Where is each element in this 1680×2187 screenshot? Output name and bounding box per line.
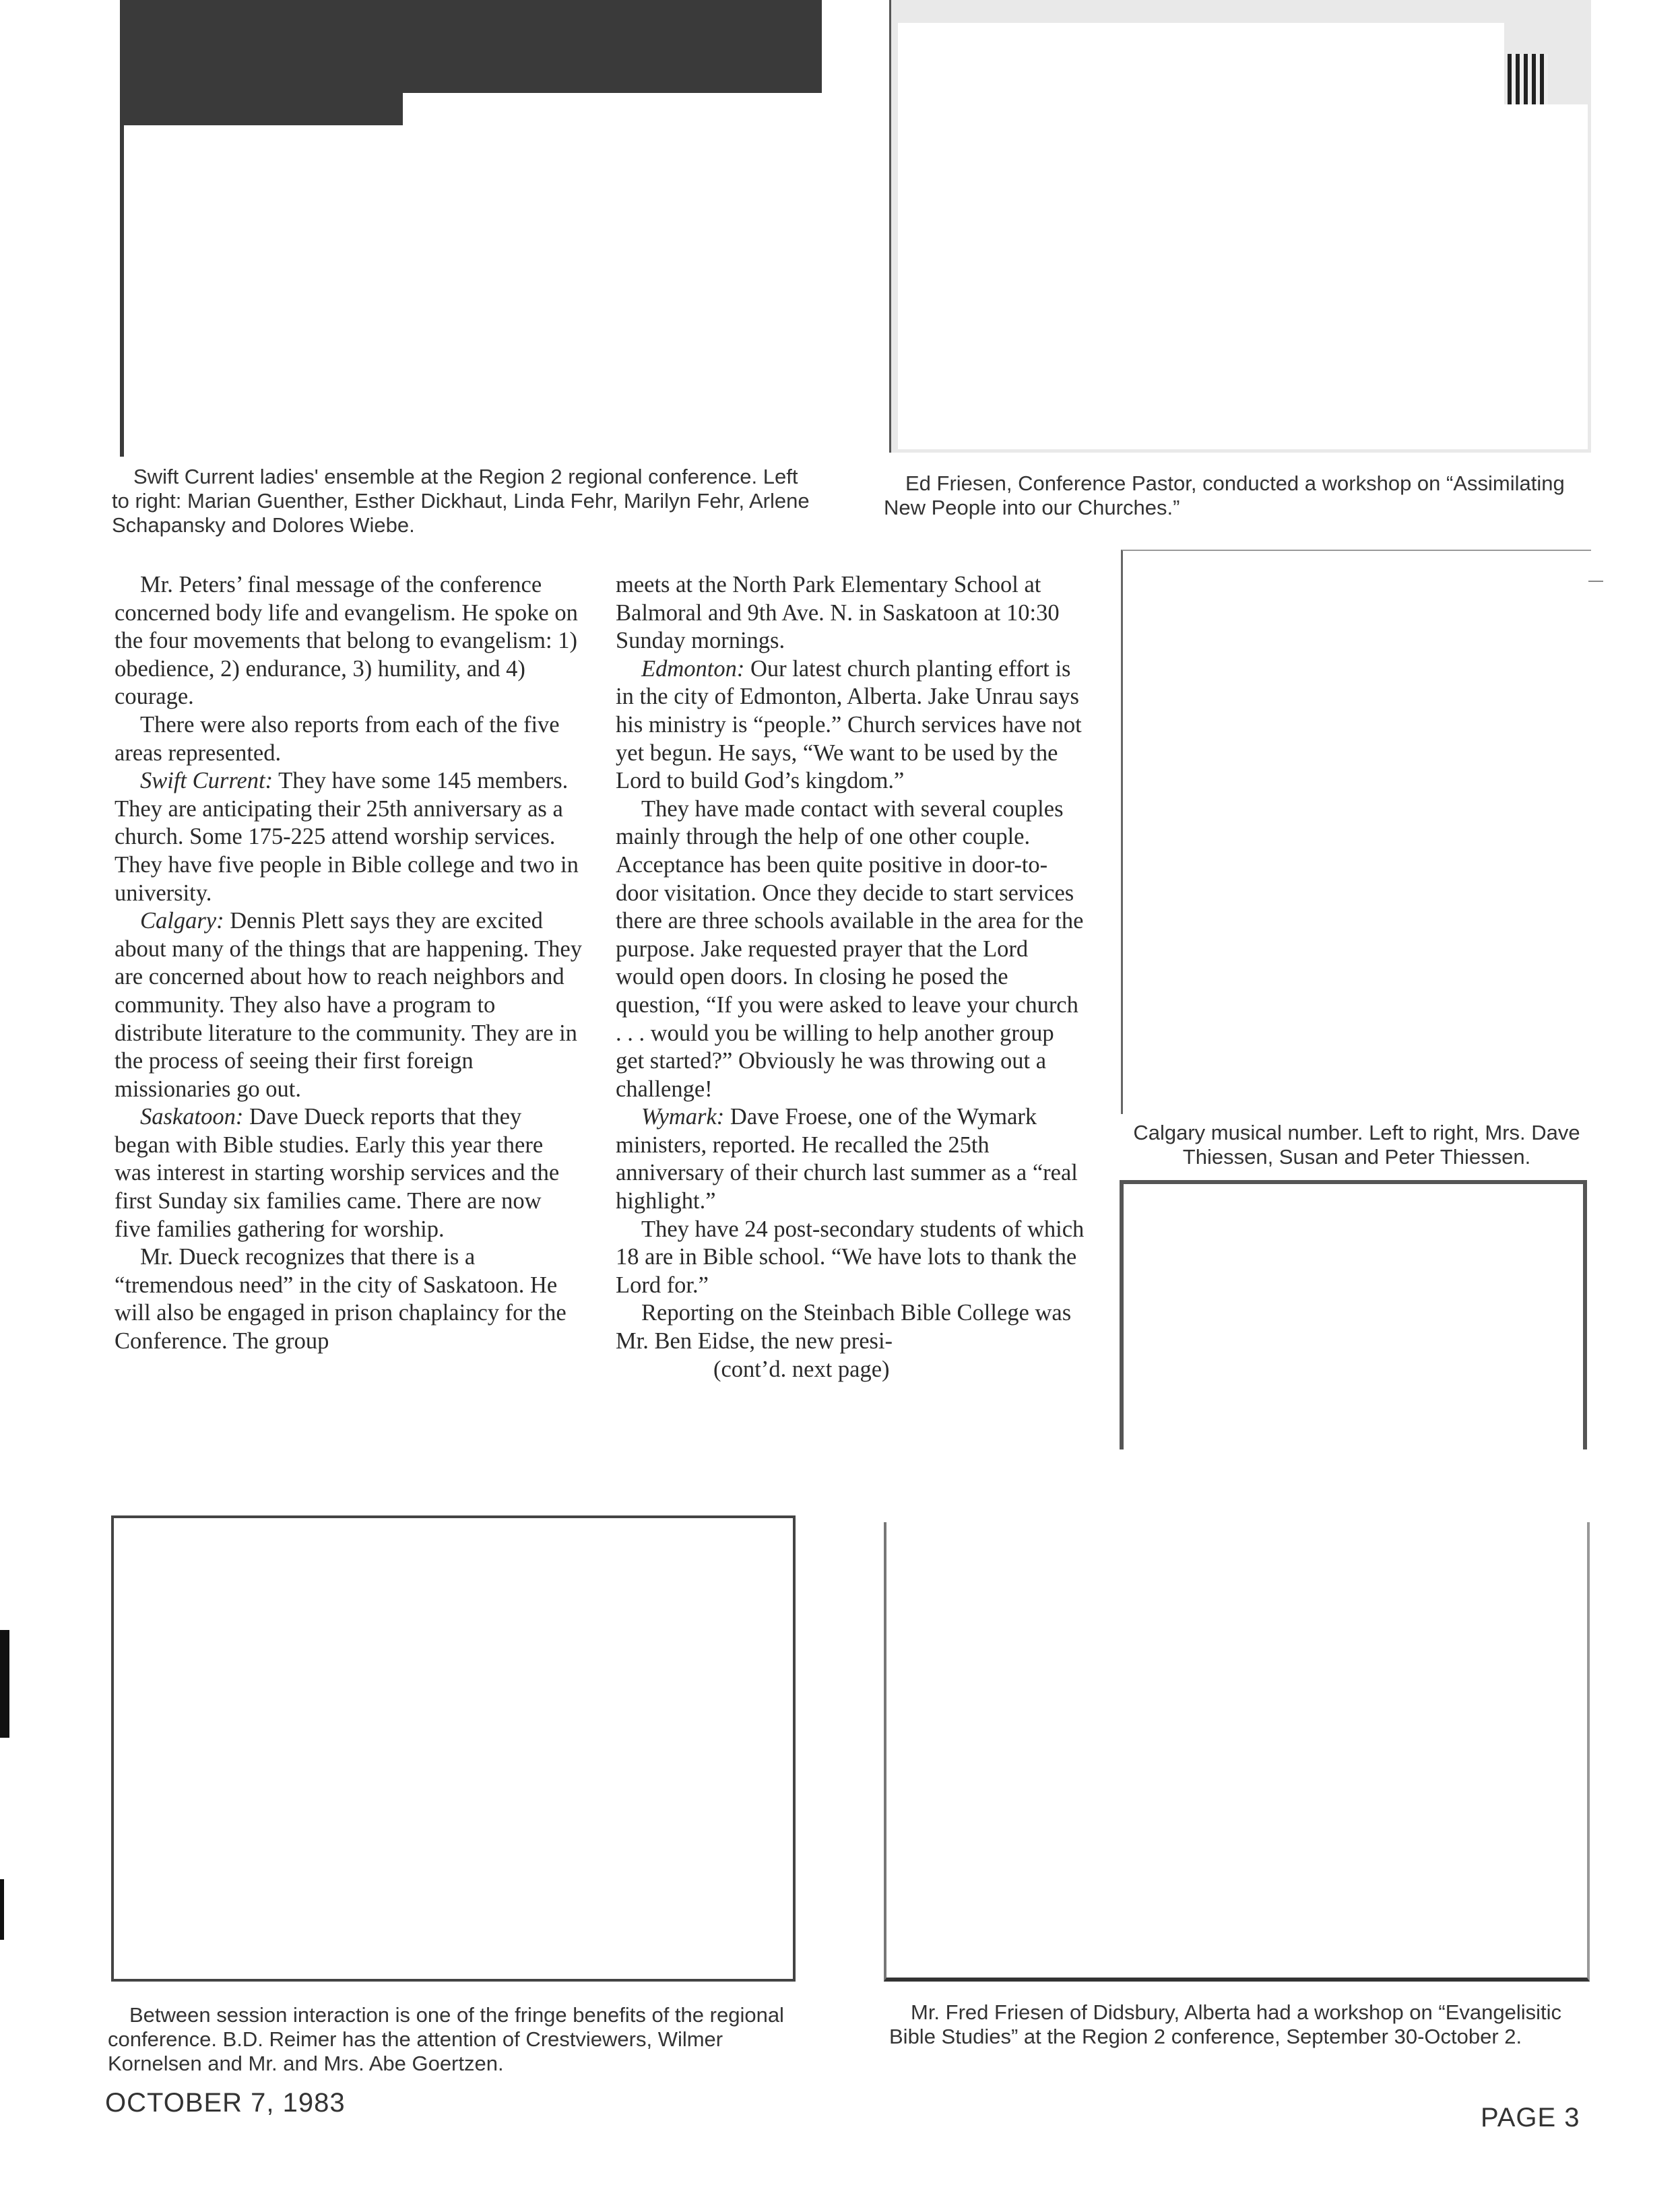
article-paragraph: They have made contact with several couples mainly through the help of one other couple. Acceptance has been quite positive in door-to-door visitation. Once they decide to start services there are three schools available in the area for the purpose. Jake requested prayer that the Lord would open doors. In closing he posed the question, “If you were asked to leave your church . . . would you be willing to help another group get started?” Obviously he was throwing out a challenge! bbox=[616, 795, 1084, 1102]
photo-detail bbox=[1508, 54, 1548, 104]
caption-fred-friesen bbox=[889, 2000, 1598, 2049]
photo-right-column bbox=[1120, 1180, 1587, 1449]
paragraph-text: Dave Dueck reports that they began with Bible studies. Early this year there was interest in starting worship services and the first Sunday six families came. There are now five families gathering for worship. bbox=[115, 1104, 560, 1242]
paragraph-text: Our latest church planting effort is in the city of Edmonton, Alberta. Jake Unrau says his ministry is “people.” Church services have not yet begun. He says, “We want to be used by the Lord to build God’s kingdom.” bbox=[616, 655, 1082, 794]
photo-between-session bbox=[111, 1515, 796, 1982]
photo-fred-friesen-workshop bbox=[884, 1522, 1590, 1982]
article-paragraph bbox=[115, 1103, 582, 1243]
photo-calgary-musical bbox=[1121, 550, 1591, 1114]
photo-swift-current-ensemble bbox=[120, 0, 822, 457]
caption-text: Mr. Fred Friesen of Didsbury, Alberta had a workshop on “Evangelisitic Bible Studies” at the Region 2 conference, September 30-October 2. bbox=[889, 2000, 1562, 2048]
scan-edge-mark bbox=[0, 1630, 9, 1738]
continued-notice: (cont’d. next page) bbox=[713, 1356, 890, 1382]
article-column-2 bbox=[616, 571, 1087, 1383]
caption-text: Calgary musical number. Left to right, Mrs. Dave Thiessen, Susan and Peter Thiessen. bbox=[1133, 1121, 1580, 1169]
area-label: Edmonton: bbox=[641, 655, 745, 682]
article-column-1 bbox=[115, 571, 582, 1356]
paragraph-text: Dennis Plett says they are excited about many of the things that are happening. They are concerned about how to reach neighbors and community. They also have a program to distribute literature to the community. They are in the process of seeing their first foreign missionaries go out. bbox=[115, 908, 582, 1102]
area-label: Swift Current: bbox=[140, 768, 273, 794]
article-paragraph bbox=[616, 655, 1087, 795]
article-paragraph: They have 24 post-secondary students of which 18 are in Bible school. “We have lots to thank the Lord for.” bbox=[616, 1216, 1085, 1298]
article-paragraph: Mr. Peters’ final message of the conference concerned body life and evangelism. He spoke on the four movements that belong to evangelism: 1) obedience, 2) endurance, 3) humility, and 4) courage. bbox=[115, 572, 578, 710]
article-paragraph: Reporting on the Steinbach Bible College was Mr. Ben Eidse, the new presi- bbox=[616, 1300, 1072, 1354]
article-paragraph bbox=[616, 1103, 1087, 1215]
crop-mark bbox=[1588, 581, 1603, 582]
photo-blank-area bbox=[124, 125, 474, 457]
page-number: PAGE 3 bbox=[1481, 2103, 1580, 2132]
article-paragraph: Mr. Dueck recognizes that there is a “tremendous need” in the city of Saskatoon. He will also be engaged in prison chaplaincy for the Conference. The group bbox=[115, 1244, 567, 1354]
caption-ed-friesen bbox=[884, 471, 1590, 520]
paragraph-text: Dave Froese, one of the Wymark ministers, reported. He recalled the 25th anniversary of their church last summer as a “real highlight.” bbox=[616, 1104, 1078, 1214]
photo-ed-friesen-workshop bbox=[889, 0, 1591, 453]
article-paragraph bbox=[115, 907, 582, 1103]
caption-text: Between session interaction is one of the fringe benefits of the regional conference. B.D. Reimer has the attention of Crestviewers, Wilmer Kornelsen and Mr. and Mrs. Abe Goertzen. bbox=[108, 2003, 784, 2075]
photo-blank-area bbox=[898, 104, 1588, 449]
area-label: Calgary: bbox=[140, 908, 224, 934]
paragraph-text: They have some 145 members. They are anticipating their 25th anniversary as a church. Some 175-225 attend worship services. They have five people in Bible college and two in university. bbox=[115, 768, 579, 906]
area-label: Saskatoon: bbox=[140, 1104, 244, 1130]
area-label: Wymark: bbox=[641, 1104, 725, 1130]
caption-text: Ed Friesen, Conference Pastor, conducted a workshop on “Assimilating New People into our Churches.” bbox=[884, 471, 1565, 519]
caption-calgary-musical bbox=[1121, 1121, 1592, 1169]
article-paragraph: meets at the North Park Elementary School at Balmoral and 9th Ave. N. in Saskatoon at 10:30 Sunday mornings. bbox=[616, 572, 1060, 654]
caption-between-session bbox=[108, 2003, 822, 2076]
caption-swift-current bbox=[112, 465, 819, 537]
article-paragraph bbox=[115, 767, 582, 907]
caption-text: Swift Current ladies' ensemble at the Region 2 regional conference. Left to right: Marian Guenther, Esther Dickhaut, Linda Fehr, Marilyn Fehr, Arlene Schapansky and Dolores Wiebe. bbox=[112, 465, 810, 537]
scan-edge-mark bbox=[0, 1879, 4, 1940]
article-paragraph: There were also reports from each of the five areas represented. bbox=[115, 711, 560, 766]
issue-date: OCTOBER 7, 1983 bbox=[105, 2088, 346, 2118]
